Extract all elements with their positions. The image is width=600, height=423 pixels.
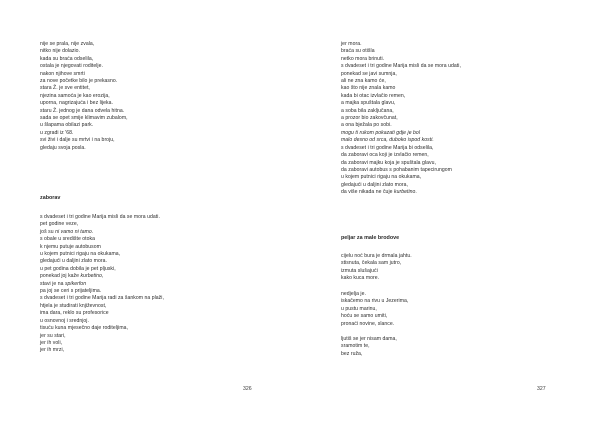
poem-line bbox=[40, 325, 280, 332]
line-text: s dvadeset i tri godine Marija bi odselila, bbox=[341, 144, 434, 151]
poem-stanza bbox=[40, 214, 280, 355]
poem-line bbox=[40, 115, 280, 122]
italic-text: ni vamo ni tamo bbox=[55, 228, 92, 235]
line-text: staru Ž. jednog je dana odvela hitna. bbox=[40, 107, 125, 114]
line-text: k njemu putuje autobusom bbox=[40, 243, 101, 250]
poem-line bbox=[40, 288, 280, 295]
line-text: kako kuca more. bbox=[341, 275, 380, 282]
poem-line bbox=[40, 93, 280, 100]
poem-line bbox=[40, 137, 280, 144]
poem-line bbox=[341, 298, 581, 305]
poem-line bbox=[341, 268, 581, 275]
line-text: htjela je studirati književnost, bbox=[40, 302, 107, 309]
line-text: s dvadeset i tri godine Marija radi za šankom na plaži, bbox=[40, 295, 164, 302]
poem-line bbox=[341, 291, 581, 298]
line-text: sada se opet smije klimavim zubalom, bbox=[40, 115, 128, 122]
line-text: kada bi otac izvlačio remen, bbox=[341, 92, 406, 99]
line-text: netko mora brinuti. bbox=[341, 55, 385, 62]
line-text: kada su braća odselila, bbox=[40, 55, 94, 62]
line-text: ponekad se javi sumnja, bbox=[341, 70, 397, 77]
line-text: gledaju svoja posla. bbox=[40, 144, 86, 151]
line-text: s dvadeset i tri godine Marija misli da se mora udati. bbox=[40, 214, 160, 220]
line-text: tisuću kuna mjesečno daje roditeljima, bbox=[40, 325, 128, 332]
poem-line bbox=[341, 41, 581, 48]
poem-line bbox=[341, 137, 581, 144]
line-text: ostala je njegovati roditelje. bbox=[40, 63, 103, 70]
italic-text: kurbetino bbox=[393, 189, 416, 196]
poem-line bbox=[341, 167, 581, 174]
poem-line bbox=[40, 333, 280, 340]
line-text: nedjelja je. bbox=[341, 291, 366, 297]
poem-line bbox=[341, 260, 581, 267]
poem-line bbox=[341, 182, 581, 189]
poem-line bbox=[341, 122, 581, 129]
poem-line bbox=[341, 253, 581, 260]
poem-stanza bbox=[341, 253, 581, 283]
poem-stanza bbox=[341, 336, 581, 358]
poem-line bbox=[40, 318, 280, 325]
line-text: sramotim te, bbox=[341, 343, 370, 350]
line-text: ljutiš se jer nisam dama, bbox=[341, 336, 397, 342]
right-page bbox=[300, 0, 600, 423]
poem-line bbox=[40, 214, 280, 221]
line-text: gledajući u daljini zlato mora, bbox=[341, 181, 408, 188]
poem-line bbox=[40, 266, 280, 273]
poem-line bbox=[341, 343, 581, 350]
line-text: , bbox=[101, 273, 104, 280]
poem-line bbox=[40, 244, 280, 251]
poem-line bbox=[341, 152, 581, 159]
line-text: jer ih mrzi, bbox=[40, 347, 65, 354]
poem-line bbox=[40, 48, 280, 55]
line-text: stavi je na bbox=[40, 280, 65, 287]
poem-line bbox=[341, 174, 581, 181]
italic-text: malo desno od srca, duboko ispod kosti. bbox=[341, 137, 434, 144]
line-text: još su bbox=[40, 228, 56, 235]
poem-line bbox=[40, 236, 280, 243]
line-text: stara Ž. je sve entitet, bbox=[40, 85, 90, 92]
line-text: nitko nije dolazio. bbox=[40, 48, 81, 55]
line-text: za nove početke bilo je prekasno. bbox=[40, 78, 118, 85]
line-text: cijelu noć bura je drmala jahtu. bbox=[341, 253, 412, 259]
poem-line bbox=[341, 160, 581, 167]
line-text: gledajući u daljini zlato mora. bbox=[40, 258, 107, 265]
line-text: hoću se samo umiti, bbox=[341, 313, 388, 320]
italic-text: spikerfon bbox=[64, 280, 87, 287]
poem-line bbox=[341, 115, 581, 122]
poem-line bbox=[40, 221, 280, 228]
poem-line bbox=[341, 275, 581, 282]
poem-line bbox=[341, 48, 581, 55]
line-text: iskačemo na rivu u Jezerima, bbox=[341, 298, 409, 305]
poem-line bbox=[341, 130, 581, 137]
line-text: u osnovnoj i srednjoj. bbox=[40, 317, 89, 324]
page-number: 326 bbox=[243, 386, 252, 392]
line-text: stisnuta, čekala sam jutro, bbox=[341, 260, 402, 267]
line-text: svi živi i dalje su mrtvi i na broju, bbox=[40, 137, 115, 144]
poem-line bbox=[40, 100, 280, 107]
poem-line bbox=[40, 85, 280, 92]
line-text: ponekad joj kaže bbox=[40, 273, 81, 280]
line-text: a prozor bio zakovčunat, bbox=[341, 115, 398, 122]
line-text: jer su stari, bbox=[40, 332, 66, 339]
poem-stanza bbox=[341, 291, 581, 328]
line-text: bez ruža, bbox=[341, 350, 363, 357]
line-text: u kojem putnici rigaju na okukama, bbox=[341, 174, 422, 181]
italic-text: mogu ti rukom pokazati gdje je bol bbox=[341, 129, 420, 136]
line-text: kao što nije znala kamo bbox=[341, 85, 396, 92]
line-text: . bbox=[415, 189, 417, 196]
line-text: pet godine veze, bbox=[40, 221, 79, 228]
line-text: a soba bila zaključana, bbox=[341, 107, 394, 114]
poem-line bbox=[341, 108, 581, 115]
line-text: jer ih voli, bbox=[40, 339, 63, 346]
line-text: da više nikada ne čuje bbox=[341, 189, 394, 196]
line-text: pa joj se ceri s prijateljima. bbox=[40, 288, 102, 295]
poem-line bbox=[341, 63, 581, 70]
poem-line bbox=[341, 306, 581, 313]
poem-line bbox=[341, 189, 581, 196]
poem-line bbox=[40, 295, 280, 302]
poem-line bbox=[341, 85, 581, 92]
poem-line bbox=[40, 251, 280, 258]
poem-line bbox=[40, 71, 280, 78]
poem-line bbox=[40, 122, 280, 129]
poem-line bbox=[40, 303, 280, 310]
poem-line bbox=[341, 100, 581, 107]
section-title: zaborav bbox=[40, 195, 61, 201]
poem-line bbox=[40, 145, 280, 152]
poem-line bbox=[40, 347, 280, 354]
line-text: braća su otišla bbox=[341, 48, 375, 55]
poem-line bbox=[40, 281, 280, 288]
poem-line bbox=[40, 273, 280, 280]
poem-line bbox=[40, 340, 280, 347]
poem-line bbox=[341, 313, 581, 320]
poem-line bbox=[341, 145, 581, 152]
line-text: ali ne zna kamo će, bbox=[341, 78, 386, 85]
line-text: ima dara, reklo su profesorice bbox=[40, 310, 109, 317]
line-text: a ona bježala po sobi. bbox=[341, 122, 392, 129]
line-text: nakon njihove smrti bbox=[40, 70, 85, 77]
poem-line bbox=[341, 56, 581, 63]
line-text: uporna, nagrizajuća i bez lijeka. bbox=[40, 100, 114, 107]
line-text: da zaboravi autobus s pohabanim tapecirungom bbox=[341, 166, 452, 173]
line-text: u pustu marinu, bbox=[341, 305, 377, 312]
line-text: da zaboravi oca koji je izvlačio remen, bbox=[341, 152, 429, 159]
poem-line bbox=[40, 63, 280, 70]
line-text: u šlapama obilazi park. bbox=[40, 122, 94, 129]
poem-line bbox=[341, 321, 581, 328]
poem-line bbox=[341, 336, 581, 343]
italic-text: kurbetino bbox=[80, 273, 102, 280]
line-text: nije se prala, nije zvala, bbox=[40, 41, 95, 47]
poem-line bbox=[341, 93, 581, 100]
poem-line bbox=[341, 71, 581, 78]
line-text: njezina samoća je kao erozija, bbox=[40, 92, 110, 99]
line-text: jer mora. bbox=[341, 41, 362, 47]
section-title: peljar za male brodove bbox=[341, 235, 400, 241]
poem-line bbox=[40, 108, 280, 115]
line-text: u pet godina dobila je pet pljuski, bbox=[40, 265, 116, 272]
line-text: . bbox=[91, 228, 94, 235]
line-text: u zgradi iz '68. bbox=[40, 129, 74, 136]
poem-line bbox=[341, 351, 581, 358]
page-number: 327 bbox=[537, 386, 546, 392]
line-text: da zaboravi majku koja je spuštala glavu, bbox=[341, 159, 436, 166]
poem-line bbox=[40, 41, 280, 48]
poem-line bbox=[40, 56, 280, 63]
poem-line bbox=[40, 229, 280, 236]
line-text: s obale u središte otoka bbox=[40, 236, 95, 243]
poem-stanza bbox=[40, 41, 280, 152]
line-text: s dvadeset i tri godine Marija misli da se mora udati, bbox=[341, 63, 461, 70]
line-text: a majka spuštala glavu, bbox=[341, 100, 396, 107]
line-text: u kojem putnici rigaju na okukama, bbox=[40, 251, 121, 258]
poem-line bbox=[40, 258, 280, 265]
line-text: izmuta slušajući bbox=[341, 267, 378, 274]
poem-line bbox=[40, 130, 280, 137]
poem-line bbox=[40, 310, 280, 317]
poem-line bbox=[341, 78, 581, 85]
line-text: pronaći novine, slance. bbox=[341, 320, 395, 327]
poem-stanza bbox=[341, 41, 581, 197]
